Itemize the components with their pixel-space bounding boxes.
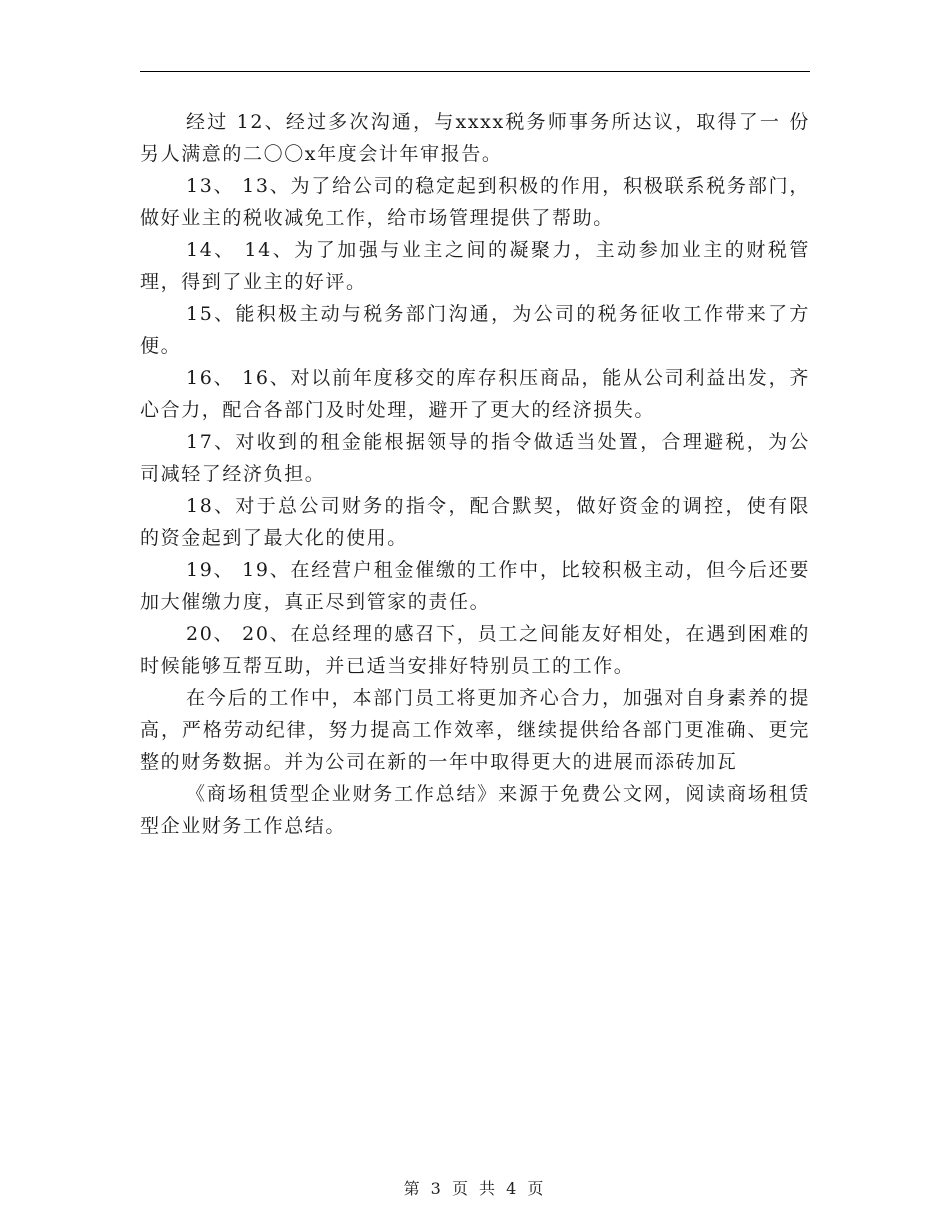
paragraph-18: 18、对于总公司财务的指令，配合默契，做好资金的调控，使有限的资金起到了最大化的使用。: [140, 495, 810, 549]
paragraph-16: 16、 16、对以前年度移交的库存积压商品，能从公司利益出发，齐心合力，配合各部门及时处理，避开了更大的经济损失。: [140, 367, 810, 421]
document-body: [140, 106, 810, 842]
paragraph-conclusion: 在今后的工作中，本部门员工将更加齐心合力，加强对自身素养的提高，严格劳动纪律，努力提高工作效率，继续提供给各部门更准确、更完整的财务数据。并为公司在新的一年中取得更大的进展而添砖加瓦: [140, 687, 810, 773]
paragraph-12: 经过 12、经过多次沟通，与xxxx税务师事务所达议，取得了一 份另人满意的二〇〇x年度会计年审报告。: [140, 111, 810, 165]
paragraph-20: 20、 20、在总经理的感召下，员工之间能友好相处，在遇到困难的时候能够互帮互助，并已适当安排好特别员工的工作。: [140, 623, 810, 677]
paragraph-13: 13、 13、为了给公司的稳定起到积极的作用，积极联系税务部门，做好业主的税收减免工作，给市场管理提供了帮助。: [140, 175, 810, 229]
paragraph-17: 17、对收到的租金能根据领导的指令做适当处置，合理避税，为公司减轻了经济负担。: [140, 431, 810, 485]
paragraph-14: 14、 14、为了加强与业主之间的凝聚力，主动参加业主的财税管理，得到了业主的好评。: [140, 239, 810, 293]
paragraph-source: 《商场租赁型企业财务工作总结》来源于免费公文网，阅读商场租赁型企业财务工作总结。: [140, 783, 810, 837]
header-rule: [140, 71, 810, 72]
paragraph-15: 15、能积极主动与税务部门沟通，为公司的税务征收工作带来了方便。: [140, 303, 810, 357]
paragraph-19: 19、 19、在经营户租金催缴的工作中，比较积极主动，但今后还要加大催缴力度，真正尽到管家的责任。: [140, 559, 810, 613]
page-number-footer: 第 3 页 共 4 页: [403, 1179, 547, 1198]
